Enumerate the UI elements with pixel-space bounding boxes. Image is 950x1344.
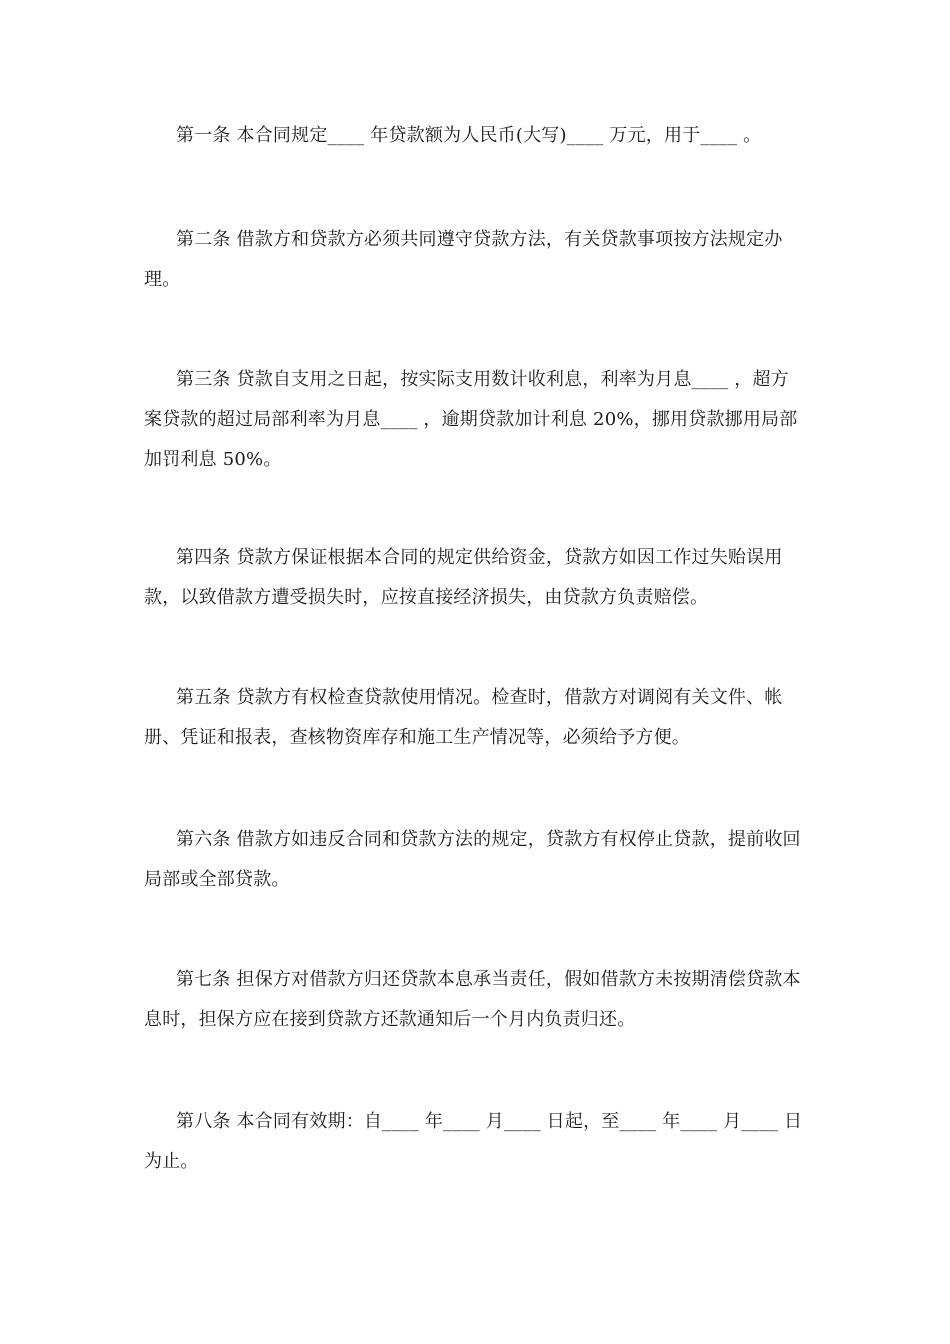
- article-5: 第五条 贷款方有权检查贷款使用情况。检查时，借款方对调阅有关文件、帐册、凭证和报表，查核物资库存和施工生产情况等，必须给予方便。: [144, 687, 783, 748]
- article-2: 第二条 借款方和贷款方必须共同遵守贷款方法，有关贷款事项按方法规定办理。: [144, 229, 783, 290]
- article-4: 第四条 贷款方保证根据本合同的规定供给资金，贷款方如因工作过失贻误用款，以致借款方遭受损失时，应按直接经济损失，由贷款方负责赔偿。: [144, 547, 783, 608]
- article-1: 第一条 本合同规定____ 年贷款额为人民币(大写)____ 万元，用于____ 。: [176, 125, 762, 146]
- article-6: 第六条 借款方如违反合同和贷款方法的规定，贷款方有权停止贷款，提前收回局部或全部贷款。: [144, 829, 801, 890]
- article-8: 第八条 本合同有效期：自____ 年____ 月____ 日起，至____ 年____ 月____ 日为止。: [144, 1111, 803, 1172]
- article-3: 第三条 贷款自支用之日起，按实际支用数计收利息，利率为月息____ ，超方案贷款的超过局部利率为月息____ ，逾期贷款加计利息 20%，挪用贷款挪用局部加罚利息 50%。: [144, 369, 798, 470]
- article-7: 第七条 担保方对借款方归还贷款本息承当责任，假如借款方未按期清偿贷款本息时，担保方应在接到贷款方还款通知后一个月内负责归还。: [144, 969, 801, 1030]
